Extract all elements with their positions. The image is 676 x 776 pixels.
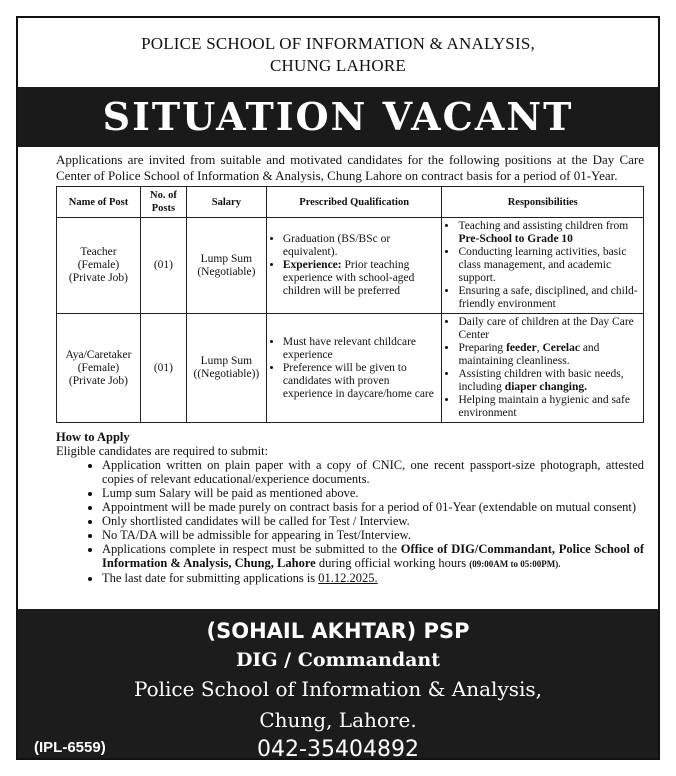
footer-organization: Police School of Information & Analysis, — [133, 677, 543, 701]
apply-instruction: • Appointment will be made purely on contract basis for a period of 01-Year (extendable on mutual consent) — [102, 500, 644, 514]
salary-note: (Negotiable) — [197, 265, 256, 278]
qualification-label: Experience: — [282, 259, 342, 271]
org-line-1: POLICE SCHOOL OF INFORMATION & ANALYSIS, — [141, 34, 535, 53]
col-header-count: No. of Posts — [140, 187, 186, 218]
how-to-apply-title: How to Apply — [56, 430, 130, 444]
post-qualification — [266, 218, 442, 314]
instruction-text: Applications complete in respect must be submitted to the — [102, 542, 401, 556]
table-row-aya — [57, 314, 644, 423]
post-responsibilities — [442, 218, 644, 314]
responsibility-item — [458, 368, 639, 394]
post-salary — [186, 218, 266, 314]
col-header-post: Name of Post — [57, 187, 141, 218]
post-responsibilities — [442, 314, 644, 423]
organization-header — [18, 33, 658, 77]
responsibility-item: • Helping maintain a hygienic and safe environment — [458, 394, 639, 420]
col-header-qualification: Prescribed Qualification — [266, 187, 442, 218]
apply-instruction — [102, 571, 644, 585]
positions-table — [56, 186, 644, 423]
situation-vacant-banner: SITUATION VACANT — [18, 87, 658, 147]
qualification-item: • Preference will be given to candidates with proven experience in daycare/home care — [283, 362, 438, 401]
post-title: Teacher — [80, 246, 117, 258]
qualification-item — [283, 259, 438, 298]
salary-type: Lump Sum — [200, 252, 253, 265]
responsibility-text: Teaching and assisting children from — [458, 220, 629, 232]
signature-footer — [18, 609, 658, 758]
responsibility-item — [458, 220, 639, 246]
last-date: 01.12.2025. — [318, 571, 378, 585]
responsibility-item: • Daily care of children at the Day Care Center — [458, 316, 639, 342]
apply-instruction: • Application written on plain paper with a copy of CNIC, one recent passport-size photograph, attested copies of relevant educational/experience documents. — [102, 458, 644, 486]
post-name — [57, 218, 141, 314]
apply-instruction — [102, 542, 644, 571]
responsibility-item: • Conducting learning activities, basic class management, and academic support. — [458, 246, 639, 285]
post-type: (Private Job) — [68, 272, 129, 284]
instruction-text: The last date for submitting applications is — [102, 571, 319, 585]
responsibility-bold: feeder — [506, 342, 537, 354]
apply-instruction: • Lump sum Salary will be paid as mentioned above. — [102, 486, 644, 500]
col-header-salary: Salary — [186, 187, 266, 218]
apply-instruction: • Only shortlisted candidates will be called for Test / Interview. — [102, 514, 644, 528]
footer-city: Chung, Lahore. — [259, 708, 417, 732]
responsibility-text: Preparing — [458, 342, 507, 354]
qualification-item: • Must have relevant childcare experience — [283, 336, 438, 362]
office-hours: (09:00AM to 05:00PM). — [469, 559, 561, 569]
qualification-item — [283, 233, 438, 259]
instruction-text: during official working hours — [315, 556, 470, 570]
post-gender: (Female) — [77, 361, 120, 374]
responsibility-text: and maintaining cleanliness. — [458, 342, 600, 367]
post-title: Aya/Caretaker — [65, 348, 132, 361]
intro-paragraph: Applications are invited from suitable and motivated candidates for the following positions at the Day Care Center of Police School of Information & Analysis, Chung Lahore on contract basis for a period of 01-Year. — [56, 152, 644, 183]
responsibility-item — [458, 342, 639, 368]
col-header-responsibilities: Responsibilities — [442, 187, 644, 218]
advertisement — [16, 16, 660, 760]
responsibility-bold: Pre-School to Grade 10 — [458, 233, 573, 245]
office-address: Office of DIG/Commandant, Police School of Information & Analysis, Chung, Lahore — [102, 542, 644, 570]
table-header-row — [57, 187, 644, 218]
responsibility-bold: diaper changing. — [504, 381, 588, 393]
officer-designation: DIG / Commandant — [235, 649, 441, 671]
post-name — [57, 314, 141, 423]
apply-instruction: • No TA/DA will be admissible for appearing in Test/Interview. — [102, 528, 644, 542]
post-qualification — [266, 314, 442, 423]
responsibility-bold: Cerelac — [542, 342, 580, 354]
org-line-2: CHUNG LAHORE — [269, 56, 407, 75]
how-to-apply-subtitle: Eligible candidates are required to submit: — [56, 444, 269, 458]
qualification-text: Prior teaching experience with school-aged children will be preferred — [282, 259, 415, 297]
salary-note: ((Negotiable)) — [193, 368, 260, 380]
table-row-teacher — [57, 218, 644, 314]
responsibility-text: , — [536, 342, 543, 354]
officer-name: (SOHAIL AKHTAR) PSP — [206, 619, 470, 643]
salary-type: Lump Sum — [200, 355, 253, 367]
phone-number: 042-35404892 — [257, 737, 419, 760]
post-count: (01) — [140, 218, 186, 314]
responsibility-text: Assisting children with basic needs, including — [458, 368, 624, 393]
post-count: (01) — [140, 314, 186, 423]
post-gender: (Female) — [77, 259, 120, 271]
responsibility-item: • Ensuring a safe, disciplined, and child-friendly environment — [458, 285, 639, 311]
how-to-apply-section — [56, 430, 644, 585]
post-type: (Private Job) — [68, 374, 129, 387]
qualification-text: Graduation (BS/BSc or equivalent). — [282, 233, 391, 258]
post-salary — [186, 314, 266, 423]
ipl-code: (IPL-6559) — [34, 739, 106, 756]
